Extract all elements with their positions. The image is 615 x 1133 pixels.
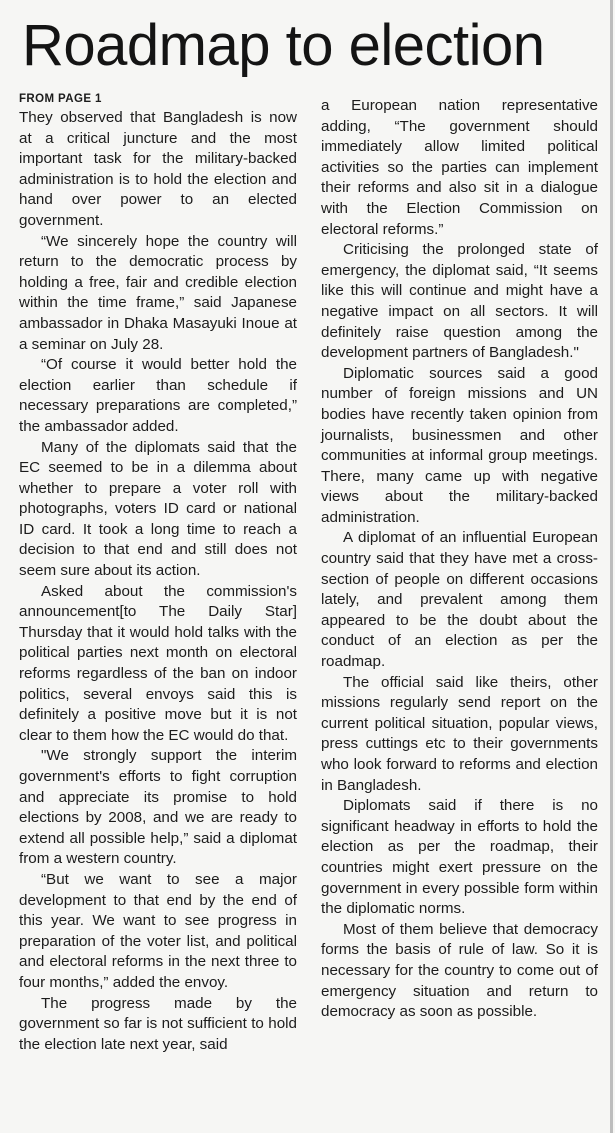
paragraph: The progress made by the government so far is not sufficient to hold the election late next year, said (19, 994, 297, 1053)
paragraph: The official said like theirs, other missions regularly send report on the current political situation, popular views, press cuttings etc to their governments who look forward to reforms and election in Bangladesh. (321, 673, 598, 794)
paragraph: “We sincerely hope the country will return to the democratic process by holding a free, fair and credible election within the time frame,” said Japanese ambassador in Dhaka Masayuki Inoue at a seminar on July 28. (19, 232, 297, 353)
paragraph: They observed that Bangladesh is now at a critical juncture and the most important task for the military-backed administration is to hold the election and hand over power to an elected government. (19, 109, 297, 229)
headline: Roadmap to election (22, 13, 545, 78)
paragraph: Diplomatic sources said a good number of foreign missions and UN bodies have recently taken opinion from journalists, businessmen and other communities at informal group meetings. There, many came up with negative views about the military-backed administration. (321, 364, 598, 526)
paragraph: “But we want to see a major development to that end by the end of this year. We want to see progress in preparation of the voter list, and political and electoral reforms in the next three to four months,” added the envoy. (19, 870, 297, 991)
paragraph: Most of them believe that democracy forms the basis of rule of law. So it is necessary for the country to come out of emergency situation and return to democracy as soon as possible. (321, 920, 598, 1021)
paragraph: a European nation representative adding, “The government should immediately allow limited political activities so the parties can implement their reforms and also sit in a dialogue with the Election Commission on electoral reforms.” (321, 97, 598, 238)
right-column (321, 96, 598, 1023)
paragraph: Many of the diplomats said that the EC seemed to be in a dilemma about whether to prepare a voter roll with photographs, voters ID card or national ID card. It took a long time to reach a decision to that end and still does not seem sure about its action. (19, 438, 297, 580)
right-edge-rule (610, 0, 613, 1133)
kicker: FROM PAGE 1 (19, 93, 102, 105)
paragraph: Diplomats said if there is no significant headway in efforts to hold the election as per the roadmap, their countries might exert pressure on the government in every possible form within the diplomatic norms. (321, 797, 598, 918)
paragraph: A diplomat of an influential European country said that they have met a cross-section of people on different occasions lately, and prevalent among them appeared to be the doubt about the conduct of an election as per the roadmap. (321, 529, 598, 671)
paragraph: “Of course it would better hold the election earlier than schedule if necessary preparations are completed,” the ambassador added. (19, 356, 297, 435)
paragraph: Asked about the commission's announcement[to The Daily Star] Thursday that it would hold talks with the political parties next month on electoral reforms regardless of the ban on indoor politics, several envoys said this is definitely a positive move but it is not clear to them how the EC would do that. (19, 582, 297, 744)
paragraph: "We strongly support the interim government's efforts to fight corruption and appreciate its promise to hold elections by 2008, and we are ready to extend all possible help,” said a diplomat from a western country. (19, 747, 297, 868)
left-column (19, 92, 297, 1055)
paragraph: Criticising the prolonged state of emergency, the diplomat said, “It seems like this will continue and might have a negative impact on all sectors. It will definitely raise question among the development partners of Bangladesh." (321, 241, 598, 362)
